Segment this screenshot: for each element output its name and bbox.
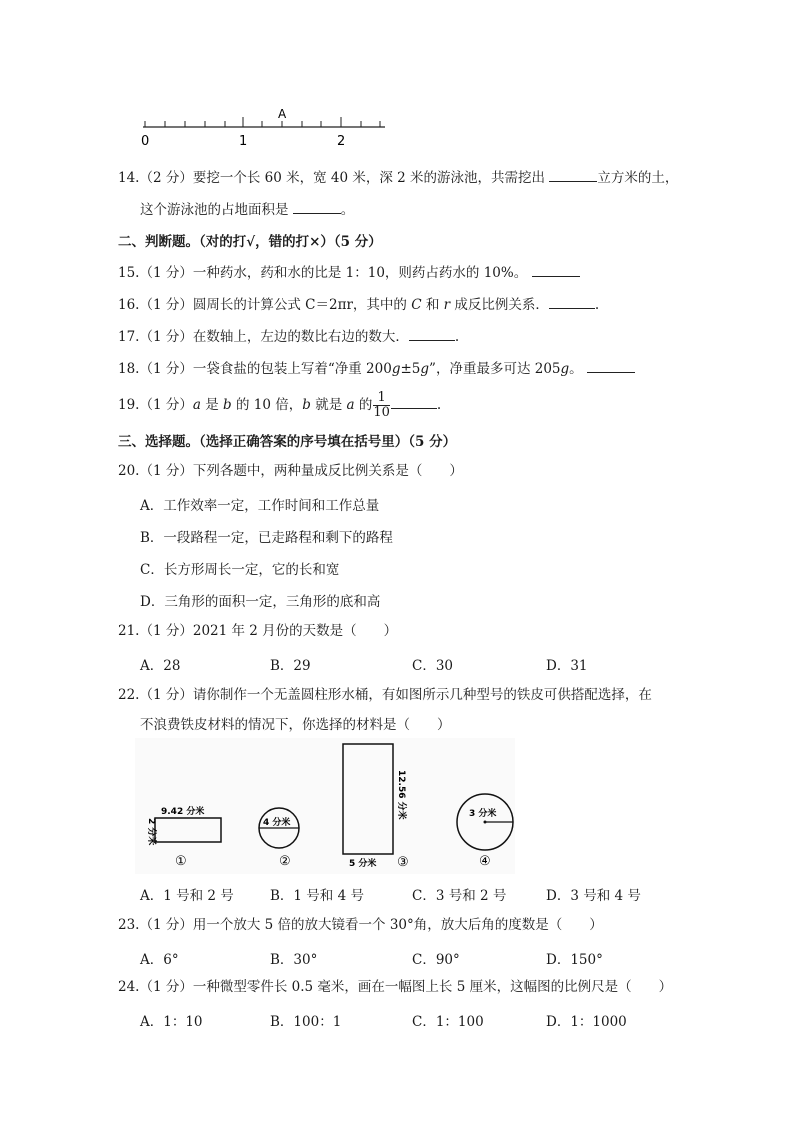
shape-label-3: ③ — [397, 855, 409, 870]
question-number: 17. — [118, 329, 140, 345]
number-line-ticks — [145, 117, 380, 127]
q21-option-d[interactable]: D．31 — [546, 658, 588, 674]
question-text: （2 分）要挖一个长 60 米，宽 40 米，深 2 米的游泳池，共需挖出 — [139, 170, 546, 186]
q21-option-c[interactable]: C．30 — [412, 658, 454, 674]
shape-label-4: ④ — [479, 854, 491, 869]
question-17 — [118, 326, 459, 346]
question-19 — [118, 390, 441, 420]
question-number: 21. — [118, 623, 140, 639]
answer-blank[interactable] — [549, 167, 597, 182]
q23-option-b[interactable]: B．30° — [270, 952, 318, 968]
variable-b: b — [302, 397, 311, 413]
q21-option-a[interactable]: A．28 — [140, 658, 181, 674]
question-text: （1 分）用一个放大 5 倍的放大镜看一个 30°角，放大后角的度数是（ ） — [139, 917, 603, 933]
q24-option-b[interactable]: B．100：1 — [270, 1014, 342, 1030]
question-14-line2 — [140, 199, 354, 219]
section-2-heading: 二、判断题。（对的打√，错的打×）（5 分） — [118, 234, 382, 250]
question-text: （1 分）一种微型零件长 0.5 毫米，画在一幅图上长 5 厘米，这幅图的比例尺是（ ） — [139, 979, 673, 995]
question-22-line1 — [118, 686, 652, 704]
question-number: 16. — [118, 297, 140, 313]
circle2-diameter-label: 4 分米 — [263, 818, 291, 828]
question-number: 24. — [118, 979, 140, 995]
q20-option-d[interactable]: D．三角形的面积一定，三角形的底和高 — [140, 594, 381, 610]
number-line-figure — [135, 105, 395, 153]
punctuation: . — [594, 297, 600, 313]
question-14-line1 — [118, 167, 678, 187]
tick-label-1: 1 — [239, 134, 248, 149]
question-text: （1 分）请你制作一个无盖圆柱形水桶，有如图所示几种型号的铁皮可供搭配选择，在 — [139, 687, 652, 703]
q20-option-c[interactable]: C．长方形周长一定，它的长和宽 — [140, 562, 340, 578]
q22-option-b[interactable]: B．1 号和 4 号 — [270, 888, 364, 904]
question-text: （1 分）2021 年 2 月份的天数是（ ） — [139, 623, 398, 639]
q22-option-d[interactable]: D．3 号和 4 号 — [546, 888, 641, 904]
question-text: （1 分）一种药水，药和水的比是 1：10，则药占药水的 10%。 — [139, 265, 528, 281]
section-3-heading: 三、选择题。（选择正确答案的序号填在括号里）（5 分） — [118, 434, 457, 450]
fraction — [373, 391, 390, 420]
rect1-width-label: 2 分米 — [146, 818, 156, 846]
fraction-numerator: 1 — [373, 391, 390, 406]
q23-option-a[interactable]: A．6° — [140, 952, 179, 968]
q20-option-a[interactable]: A．工作效率一定，工作时间和工作总量 — [140, 498, 380, 514]
q23-option-d[interactable]: D．150° — [546, 952, 603, 968]
question-21 — [118, 622, 397, 640]
q22-option-a[interactable]: A．1 号和 2 号 — [140, 888, 234, 904]
punctuation: 。 — [569, 361, 583, 377]
question-text: 的 10 倍， — [231, 397, 303, 413]
q20-option-b[interactable]: B．一段路程一定，已走路程和剩下的路程 — [140, 530, 393, 546]
question-text: 就是 — [310, 397, 347, 413]
q24-option-a[interactable]: A．1：10 — [140, 1014, 203, 1030]
question-number: 23. — [118, 917, 140, 933]
question-number: 19. — [118, 397, 140, 413]
q22-option-c[interactable]: C．3 号和 2 号 — [412, 888, 507, 904]
tick-label-0: 0 — [141, 134, 150, 149]
circle4-radius-label: 3 分米 — [469, 809, 497, 819]
figure-background — [135, 738, 515, 874]
variable-a: a — [346, 397, 355, 413]
answer-blank[interactable] — [549, 294, 595, 309]
variable-b: b — [223, 397, 232, 413]
question-23 — [118, 916, 603, 934]
punctuation: 。 — [340, 202, 355, 218]
question-text: 这个游泳池的占地面积是 — [140, 202, 289, 218]
question-text: （1 分）在数轴上，左边的数比右边的数大． — [139, 329, 409, 345]
q24-option-c[interactable]: C．1：100 — [412, 1014, 484, 1030]
question-text: 成反比例关系． — [450, 297, 549, 313]
punctuation: . — [454, 329, 460, 345]
question-text: 立方米的土， — [597, 170, 679, 186]
answer-blank[interactable] — [293, 199, 341, 214]
variable-r: r — [443, 297, 451, 313]
unit-g: g — [420, 361, 430, 377]
tick-label-2: 2 — [337, 134, 346, 149]
q23-option-c[interactable]: C．90° — [412, 952, 460, 968]
point-a-label: A — [278, 107, 287, 121]
rect1-length-label: 9.42 分米 — [161, 807, 205, 817]
question-24 — [118, 978, 672, 996]
answer-blank[interactable] — [587, 358, 635, 373]
unit-g: g — [391, 361, 401, 377]
rect3-width-label: 5 分米 — [349, 859, 377, 869]
rect3-length-label: 12.56 分米 — [396, 770, 406, 820]
question-text: 和 — [421, 297, 444, 313]
punctuation: . — [436, 397, 442, 413]
question-text: （1 分）一袋食盐的包装上写着“净重 200 — [139, 361, 392, 377]
question-22-line2: 不浪费铁皮材料的情况下，你选择的材料是（ ） — [140, 717, 451, 733]
variable-a: a — [192, 397, 201, 413]
question-16 — [118, 294, 599, 314]
variable-c: C — [411, 297, 422, 313]
question-20 — [118, 462, 463, 480]
iron-sheet-figure — [135, 738, 515, 874]
question-text: （1 分）下列各题中，两种量成反比例关系是（ ） — [139, 463, 463, 479]
question-number: 22. — [118, 687, 140, 703]
question-number: 15. — [118, 265, 140, 281]
question-text: （1 分） — [139, 397, 193, 413]
answer-blank[interactable] — [391, 394, 437, 409]
question-number: 20. — [118, 463, 140, 479]
question-text: 是 — [200, 397, 224, 413]
unit-g: g — [560, 361, 570, 377]
answer-blank[interactable] — [532, 262, 580, 277]
question-text: ±5 — [400, 361, 421, 377]
fraction-denominator: 10 — [373, 405, 390, 420]
question-15 — [118, 262, 580, 282]
circle-4-center — [484, 821, 487, 824]
q21-option-b[interactable]: B．29 — [270, 658, 311, 674]
question-text: （1 分）圆周长的计算公式 C＝2πr，其中的 — [139, 297, 412, 313]
question-number: 18. — [118, 361, 140, 377]
shape-label-2: ② — [279, 854, 291, 869]
question-text: ”，净重最多可达 205 — [429, 361, 561, 377]
question-number: 14. — [118, 170, 140, 186]
answer-blank[interactable] — [409, 326, 455, 341]
q24-option-d[interactable]: D．1：1000 — [546, 1014, 627, 1030]
shape-label-1: ① — [175, 854, 187, 869]
question-text: 的 — [354, 397, 373, 413]
question-18 — [118, 358, 635, 378]
